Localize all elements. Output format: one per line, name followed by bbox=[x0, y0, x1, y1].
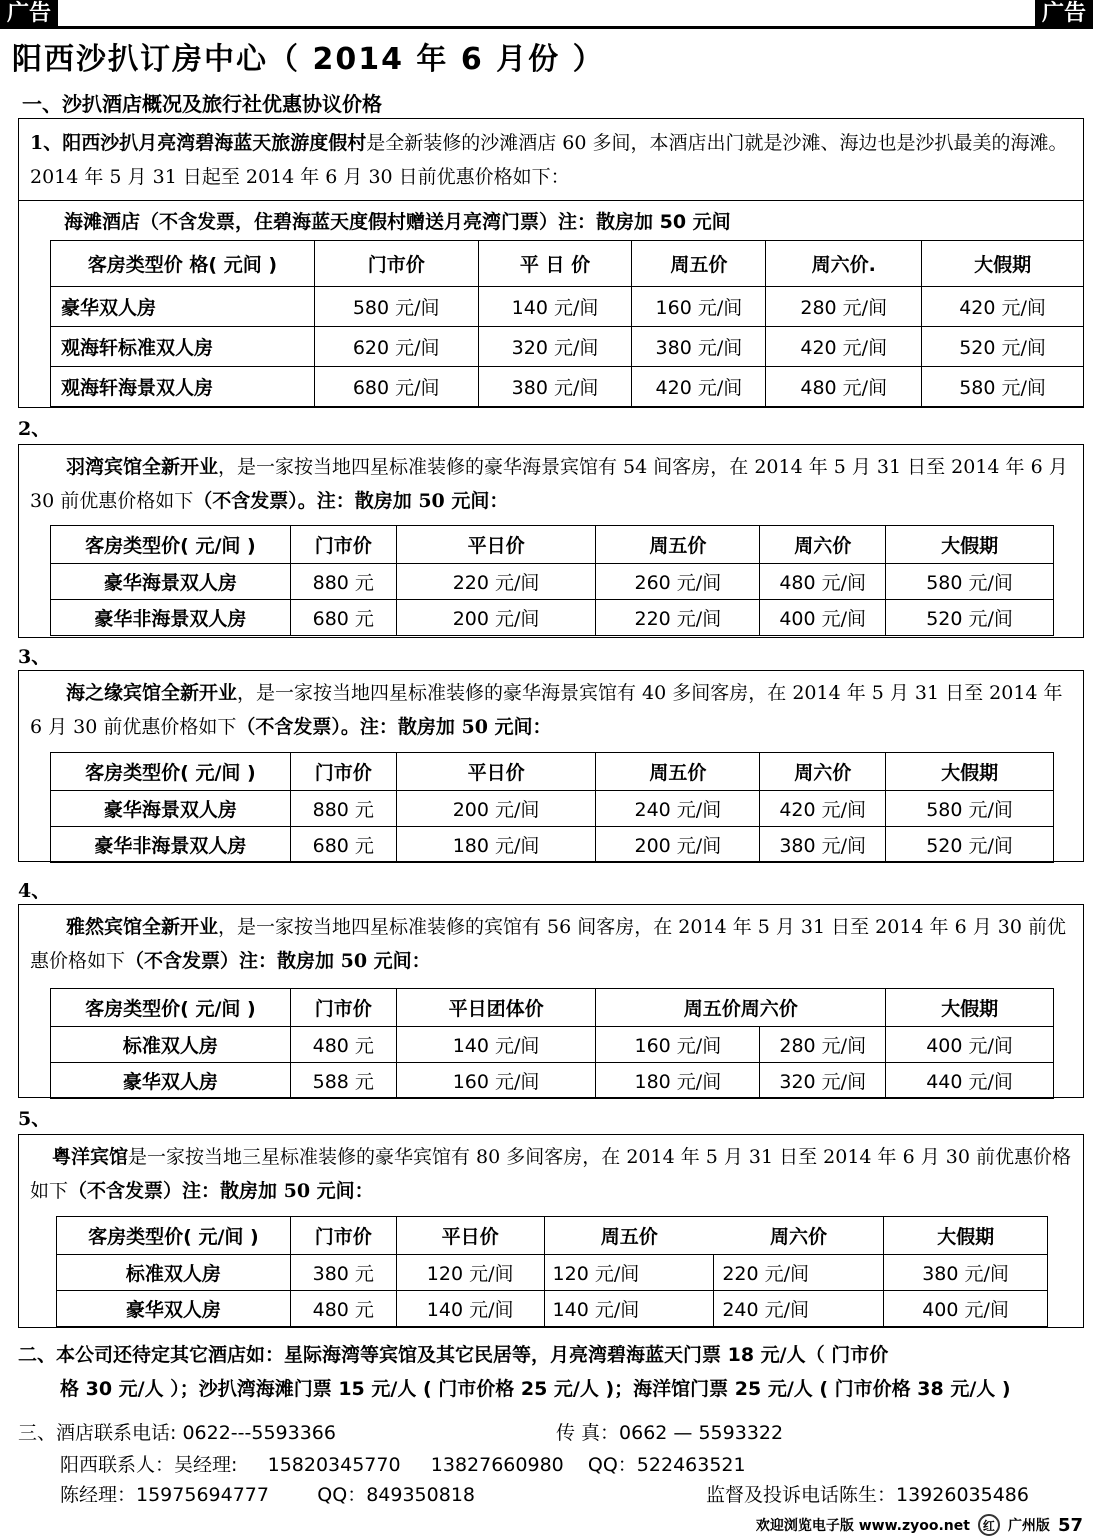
cell: 580 元/间 bbox=[314, 287, 478, 327]
contact-chen: 陈经理：15975694777 QQ：849350818 bbox=[60, 1484, 475, 1506]
cell: 豪华双人房 bbox=[51, 287, 315, 327]
table-row bbox=[51, 600, 1054, 636]
cell: 标准双人房 bbox=[57, 1255, 291, 1291]
footer-edition: 广州版 bbox=[1007, 1518, 1050, 1534]
cell: 320 元/间 bbox=[760, 1063, 886, 1099]
hotel-5-desc: 是一家按当地三星标准装修的豪华宾馆有 80 多间客房，在 2014 年 5 月 31 日至 2014 年 6 月 30 前优惠价格如下 bbox=[30, 1146, 1071, 1202]
cell: 220 元/间 bbox=[396, 564, 596, 600]
cell: 140 元/间 bbox=[396, 1291, 544, 1327]
cell: 480 元 bbox=[290, 1291, 396, 1327]
h5-header-type: 客房类型价( 元/间 ) bbox=[57, 1217, 291, 1255]
h3-header-sat: 周六价 bbox=[760, 753, 886, 791]
hotel-5-table bbox=[56, 1216, 1048, 1327]
cell: 160 元/间 bbox=[396, 1063, 596, 1099]
cell: 520 元/间 bbox=[886, 827, 1054, 863]
hotel-1-desc: 是全新装修的沙滩酒店 60 多间，本酒店出门就是沙滩、海边也是沙扒最美的海滩。2014 年 5 月 31 日起至 2014 年 6 月 30 日前优惠价格如下： bbox=[30, 132, 1068, 188]
cell: 420 元/间 bbox=[922, 287, 1084, 327]
hotel-2-name: 羽湾宾馆全新开业 bbox=[66, 456, 219, 478]
table-row bbox=[51, 791, 1054, 827]
contact-wu: 阳西联系人：吴经理: 15820345770 13827660980 QQ：522463521 bbox=[60, 1454, 746, 1476]
table-row bbox=[51, 327, 1084, 367]
hotel-1-table bbox=[50, 240, 1084, 407]
cell: 120 元/间 bbox=[544, 1255, 714, 1291]
cell: 380 元/间 bbox=[884, 1255, 1048, 1291]
page-title: 阳西沙扒订房中心（ 2014 年 6 月份 ） bbox=[12, 42, 605, 77]
cell: 180 元/间 bbox=[396, 827, 596, 863]
fax: 传 真：0662 — 5593322 bbox=[556, 1422, 784, 1444]
cell: 400 元/间 bbox=[884, 1291, 1048, 1327]
hotel-4-table bbox=[50, 988, 1054, 1099]
cell: 200 元/间 bbox=[596, 827, 760, 863]
cell: 180 元/间 bbox=[596, 1063, 760, 1099]
cell: 观海轩海景双人房 bbox=[51, 367, 315, 407]
hotel-1-name: 1、阳西沙扒月亮湾碧海蓝天旅游度假村 bbox=[30, 132, 367, 154]
cell: 280 元/间 bbox=[760, 1027, 886, 1063]
h4-header-holiday: 大假期 bbox=[886, 989, 1054, 1027]
cell: 580 元/间 bbox=[886, 791, 1054, 827]
cell: 160 元/间 bbox=[632, 287, 766, 327]
cell: 220 元/间 bbox=[714, 1255, 884, 1291]
h3-header-holiday: 大假期 bbox=[886, 753, 1054, 791]
table-row bbox=[51, 827, 1054, 863]
ad-tag-left: 广告 bbox=[0, 0, 58, 28]
h1-header-fri: 周五价 bbox=[632, 241, 766, 287]
cell: 豪华海景双人房 bbox=[51, 564, 291, 600]
cell: 580 元/间 bbox=[922, 367, 1084, 407]
hotel-5-name: 粤洋宾馆 bbox=[52, 1146, 129, 1168]
h3-header-weekday: 平日价 bbox=[396, 753, 596, 791]
cell: 880 元 bbox=[290, 791, 396, 827]
cell: 380 元/间 bbox=[478, 367, 632, 407]
hotel-3-table bbox=[50, 752, 1054, 863]
cell: 140 元/间 bbox=[396, 1027, 596, 1063]
cell: 440 元/间 bbox=[886, 1063, 1054, 1099]
h1-header-sat: 周六价. bbox=[766, 241, 922, 287]
cell: 520 元/间 bbox=[886, 600, 1054, 636]
page-number: 57 bbox=[1057, 1514, 1083, 1536]
cell: 400 元/间 bbox=[760, 600, 886, 636]
footer-bar bbox=[756, 1512, 1093, 1538]
section-1-heading: 一、沙扒酒店概况及旅行社优惠协议价格 bbox=[22, 92, 382, 116]
cell: 620 元/间 bbox=[314, 327, 478, 367]
h1-header-weekday: 平 日 价 bbox=[478, 241, 632, 287]
h5-header-fri: 周五价 bbox=[544, 1217, 714, 1255]
hotel-5-note: （不含发票）注：散房加 50 元间： bbox=[68, 1180, 374, 1202]
cell: 400 元/间 bbox=[886, 1027, 1054, 1063]
h4-header-type: 客房类型价( 元/间 ) bbox=[51, 989, 291, 1027]
h1-header-holiday: 大假期 bbox=[922, 241, 1084, 287]
cell: 420 元/间 bbox=[766, 327, 922, 367]
cell: 140 元/间 bbox=[478, 287, 632, 327]
cell: 豪华非海景双人房 bbox=[51, 600, 291, 636]
h2-header-rack: 门市价 bbox=[290, 526, 396, 564]
table-row bbox=[57, 1255, 1048, 1291]
hotel-4-intro bbox=[30, 910, 1076, 978]
cell: 120 元/间 bbox=[396, 1255, 544, 1291]
cell: 220 元/间 bbox=[596, 600, 760, 636]
cell: 480 元/间 bbox=[760, 564, 886, 600]
h4-header-fri-sat: 周五价周六价 bbox=[596, 989, 886, 1027]
table-row bbox=[51, 564, 1054, 600]
hotel-1-divider bbox=[18, 200, 1084, 201]
cell: 380 元/间 bbox=[632, 327, 766, 367]
h4-header-rack: 门市价 bbox=[290, 989, 396, 1027]
cell: 520 元/间 bbox=[922, 327, 1084, 367]
h5-header-rack: 门市价 bbox=[290, 1217, 396, 1255]
table-row bbox=[51, 1063, 1054, 1099]
cell: 豪华双人房 bbox=[57, 1291, 291, 1327]
hotel-2-table bbox=[50, 525, 1054, 636]
hotel-3-intro bbox=[30, 676, 1076, 744]
hotel-4-number: 4、 bbox=[18, 880, 51, 902]
h1-header-type: 客房类型价 格( 元间 ) bbox=[51, 241, 315, 287]
cell: 480 元 bbox=[290, 1027, 396, 1063]
h2-header-type: 客房类型价( 元/间 ) bbox=[51, 526, 291, 564]
cell: 580 元/间 bbox=[886, 564, 1054, 600]
cell: 观海轩标准双人房 bbox=[51, 327, 315, 367]
logo-icon: 红 bbox=[978, 1514, 1000, 1536]
hotel-2-number: 2、 bbox=[18, 418, 51, 440]
hotel-3-name: 海之缘宾馆全新开业 bbox=[66, 682, 238, 704]
section-2-line-2: 格 30 元/人 ）；沙扒湾海滩门票 15 元/人 ( 门市价格 25 元/人 )；海洋馆门票 25 元/人 ( 门市价格 38 元/人 ) bbox=[60, 1378, 1011, 1400]
cell: 豪华双人房 bbox=[51, 1063, 291, 1099]
hotel-1-intro bbox=[30, 126, 1076, 194]
cell: 680 元 bbox=[290, 600, 396, 636]
table-row bbox=[51, 1027, 1054, 1063]
hotel-3-desc: ，是一家按当地四星标准装修的豪华海景宾馆有 40 多间客房，在 2014 年 5 月 31 日至 2014 年 6 月 30 前优惠价格如下 bbox=[30, 682, 1063, 738]
h2-header-holiday: 大假期 bbox=[886, 526, 1054, 564]
h5-header-weekday: 平日价 bbox=[396, 1217, 544, 1255]
ad-tag-right: 广告 bbox=[1035, 0, 1093, 28]
hotel-1-subhead: 海滩酒店（不含发票，住碧海蓝天度假村赠送月亮湾门票）注：散房加 50 元间 bbox=[64, 211, 731, 233]
h3-header-type: 客房类型价( 元/间 ) bbox=[51, 753, 291, 791]
cell: 480 元/间 bbox=[766, 367, 922, 407]
cell: 200 元/间 bbox=[396, 791, 596, 827]
cell: 880 元 bbox=[290, 564, 396, 600]
cell: 380 元/间 bbox=[760, 827, 886, 863]
hotel-4-name: 雅然宾馆全新开业 bbox=[66, 916, 219, 938]
cell: 260 元/间 bbox=[596, 564, 760, 600]
hotel-4-desc: ，是一家按当地四星标准装修的宾馆有 56 间客房，在 2014 年 5 月 31 日至 2014 年 6 月 30 前优惠价格如下 bbox=[30, 916, 1066, 972]
top-rule bbox=[0, 26, 1093, 29]
cell: 140 元/间 bbox=[544, 1291, 714, 1327]
cell: 280 元/间 bbox=[766, 287, 922, 327]
cell: 420 元/间 bbox=[632, 367, 766, 407]
h3-header-fri: 周五价 bbox=[596, 753, 760, 791]
cell: 240 元/间 bbox=[714, 1291, 884, 1327]
cell: 标准双人房 bbox=[51, 1027, 291, 1063]
cell: 豪华非海景双人房 bbox=[51, 827, 291, 863]
hotel-2-note: （不含发票）。注：散房加 50 元间： bbox=[193, 490, 509, 512]
cell: 200 元/间 bbox=[396, 600, 596, 636]
section-2-line-1: 二、本公司还待定其它酒店如：星际海湾等宾馆及其它民居等，月亮湾碧海蓝天门票 18 元/人（ 门市价 bbox=[18, 1344, 889, 1366]
table-row bbox=[51, 287, 1084, 327]
cell: 680 元/间 bbox=[314, 367, 478, 407]
hotel-3-note: （不含发票）。注：散房加 50 元间： bbox=[236, 716, 552, 738]
h2-header-weekday: 平日价 bbox=[396, 526, 596, 564]
h2-header-sat: 周六价 bbox=[760, 526, 886, 564]
cell: 420 元/间 bbox=[760, 791, 886, 827]
table-row bbox=[51, 367, 1084, 407]
hotel-phone: 三、酒店联系电话: 0622---5593366 bbox=[18, 1422, 336, 1444]
h2-header-fri: 周五价 bbox=[596, 526, 760, 564]
cell: 680 元 bbox=[290, 827, 396, 863]
cell: 豪华海景双人房 bbox=[51, 791, 291, 827]
hotel-5-number: 5、 bbox=[18, 1108, 51, 1130]
table-row bbox=[57, 1291, 1048, 1327]
cell: 160 元/间 bbox=[596, 1027, 760, 1063]
h1-header-rack: 门市价 bbox=[314, 241, 478, 287]
hotel-5-intro bbox=[30, 1140, 1076, 1208]
cell: 240 元/间 bbox=[596, 791, 760, 827]
h5-header-sat: 周六价 bbox=[714, 1217, 884, 1255]
h4-header-group: 平日团体价 bbox=[396, 989, 596, 1027]
h5-header-holiday: 大假期 bbox=[884, 1217, 1048, 1255]
h3-header-rack: 门市价 bbox=[290, 753, 396, 791]
complaint-phone: 监督及投诉电话陈生：13926035486 bbox=[706, 1484, 1029, 1506]
hotel-2-desc: ，是一家按当地四星标准装修的豪华海景宾馆有 54 间客房，在 2014 年 5 月 31 日至 2014 年 6 月 30 前优惠价格如下 bbox=[30, 456, 1068, 512]
cell: 588 元 bbox=[290, 1063, 396, 1099]
hotel-4-note: （不含发票）注：散房加 50 元间： bbox=[125, 950, 431, 972]
hotel-2-intro bbox=[30, 450, 1076, 518]
cell: 380 元 bbox=[290, 1255, 396, 1291]
hotel-3-number: 3、 bbox=[18, 646, 51, 668]
footer-text: 欢迎浏览电子版 www.zyoo.net bbox=[755, 1518, 970, 1534]
cell: 320 元/间 bbox=[478, 327, 632, 367]
